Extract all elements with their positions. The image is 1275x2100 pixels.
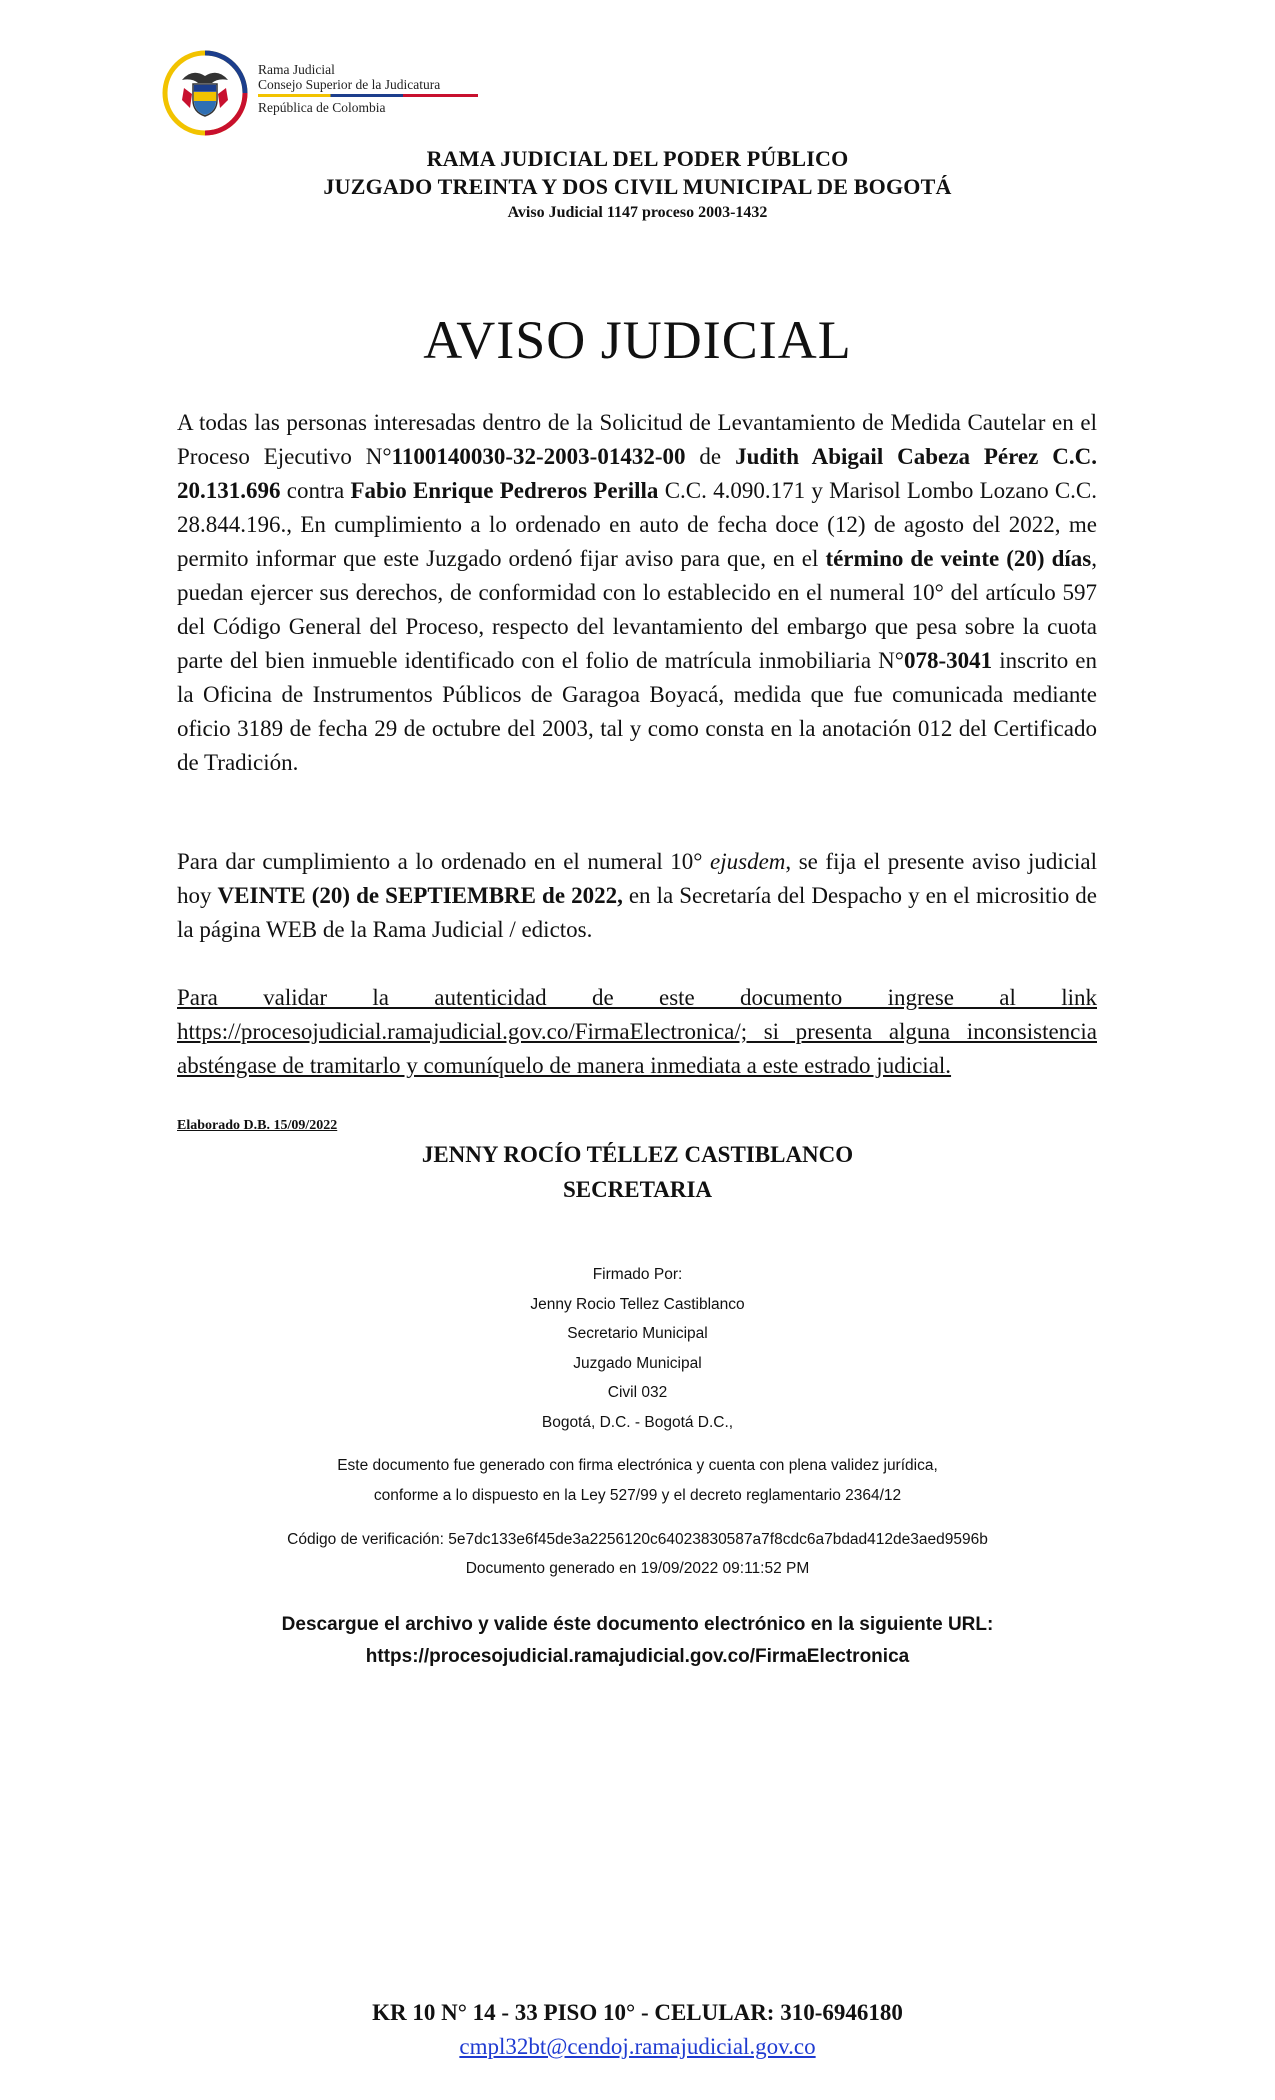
esig-legal-1: Este documento fue generado con firma electrónica y cuenta con plena validez jurídica, — [337, 1457, 938, 1474]
logo-line-2: Consejo Superior de la Judicatura — [258, 77, 441, 92]
colombia-seal-icon — [162, 50, 248, 136]
paragraph-publication — [177, 845, 1097, 947]
esig-legal-2: conforme a lo dispuesto en la Ley 527/99 y el decreto reglamentario 2364/12 — [373, 1487, 902, 1504]
esig-verification — [0, 1525, 1275, 1583]
header-line-3: Aviso Judicial 1147 proceso 2003-1432 — [507, 204, 768, 221]
rama-judicial-logo — [162, 50, 482, 136]
p1-defendant: Fabio Enrique Pedreros Perilla — [350, 478, 659, 503]
prepared-by: Elaborado D.B. 15/09/2022 — [177, 1118, 338, 1133]
header-line-2: JUZGADO TREINTA Y DOS CIVIL MUNICIPAL DE BOGOTÁ — [323, 174, 952, 199]
footer-address: KR 10 N° 14 - 33 PISO 10° - CELULAR: 310-6946180 — [372, 2000, 903, 2025]
p1-text-4: C.C. 4.090.171 y Marisol Lombo Lozano C.C. 28.844.196., En cumplimiento a lo ordenado en auto de fecha doce (12) de agosto del 2022, me permito informar que este Juzgado ordenó fijar aviso para que, en el — [177, 478, 1098, 571]
p1-registration-number: 078-3041 — [903, 648, 993, 673]
esig-line: Secretario Municipal — [567, 1325, 708, 1342]
paragraph-validation — [177, 981, 1097, 1083]
generated-timestamp: Documento generado en 19/09/2022 09:11:52 PM — [465, 1560, 810, 1577]
signer-role: SECRETARIA — [562, 1177, 713, 1202]
verification-code: 5e7dc133e6f45de3a2256120c64023830587a7f8cdc6a7bdad412de3aed9596b — [448, 1531, 988, 1548]
esig-line: Firmado Por: — [592, 1266, 683, 1283]
p2-ejusdem: ejusdem — [710, 849, 786, 874]
document-title: AVISO JUDICIAL — [423, 310, 852, 370]
court-header — [0, 145, 1275, 225]
p3-text: Para validar la autenticidad de este documento ingrese al link https://procesojudicial.ramajudicial.gov.co/FirmaElectronica/; si presenta alguna inconsistencia absténgase de tramitarlo y comuníquelo de manera inmediata a este estrado judicial. — [177, 985, 1097, 1078]
esig-line: Bogotá, D.C. - Bogotá D.C., — [541, 1413, 734, 1431]
header-line-1: RAMA JUDICIAL DEL PODER PÚBLICO — [426, 146, 849, 171]
download-instructions — [0, 1609, 1275, 1673]
esig-legal — [0, 1451, 1275, 1511]
p1-text-5: , puedan ejercer sus derechos, de conformidad con lo establecido en el numeral 10° del artículo 597 del Código General del Proceso, respecto del levantamiento del embargo que pesa sobre la cuota parte del bien inmueble identificado con el folio de matrícula inmobiliaria N° — [177, 546, 1097, 673]
paragraph-notice — [177, 406, 1097, 780]
logo-line-1: Rama Judicial — [258, 62, 335, 77]
signer-block — [0, 1137, 1275, 1207]
p2-text-2: , se fija el presente aviso judicial hoy — [177, 849, 1098, 908]
verification-label: Código de verificación: — [287, 1531, 449, 1548]
esig-line: Jenny Rocio Tellez Castiblanco — [530, 1295, 745, 1313]
p1-text-2: de — [685, 444, 736, 469]
footer-email-link[interactable]: cmpl32bt@cendoj.ramajudicial.gov.co — [459, 2034, 816, 2059]
electronic-signature-block — [0, 1260, 1275, 1673]
p2-date: VEINTE (20) de SEPTIEMBRE de 2022, — [217, 883, 623, 908]
p1-process-number: 1100140030-32-2003-01432-00 — [391, 444, 686, 469]
p1-text-1: A todas las personas interesadas dentro de la Solicitud de Levantamiento de Medida Cautelar en el Proceso Ejecutivo N° — [177, 410, 1097, 469]
logo-tricolor-rule — [258, 94, 478, 97]
p1-text-6: inscrito en la Oficina de Instrumentos Públicos de Garagoa Boyacá, medida que fue comunicada mediante oficio 3189 de fecha 29 de octubre del 2003, tal y como consta en la anotación 012 del Certificado de Tradición. — [177, 648, 1097, 775]
download-text: Descargue el archivo y valide éste documento electrónico en la siguiente URL: — [281, 1614, 994, 1635]
p1-plaintiff: Judith Abigail Cabeza Pérez C.C. 20.131.696 — [177, 444, 1097, 503]
logo-text — [258, 62, 488, 115]
esig-line: Civil 032 — [607, 1384, 668, 1401]
download-url: https://procesojudicial.ramajudicial.gov.co/FirmaElectronica — [365, 1646, 910, 1667]
signer-name: JENNY ROCÍO TÉLLEZ CASTIBLANCO — [421, 1142, 854, 1167]
logo-line-3: República de Colombia — [258, 100, 386, 115]
p1-text-3: contra — [280, 478, 351, 503]
esig-line: Juzgado Municipal — [573, 1354, 702, 1372]
page-footer — [0, 1996, 1275, 2064]
p2-text-3: en la Secretaría del Despacho y en el micrositio de la página WEB de la Rama Judicial / edictos. — [177, 883, 1098, 942]
p1-term: término de veinte (20) días — [825, 546, 1092, 571]
p2-text-1: Para dar cumplimiento a lo ordenado en el numeral 10° — [177, 849, 711, 874]
